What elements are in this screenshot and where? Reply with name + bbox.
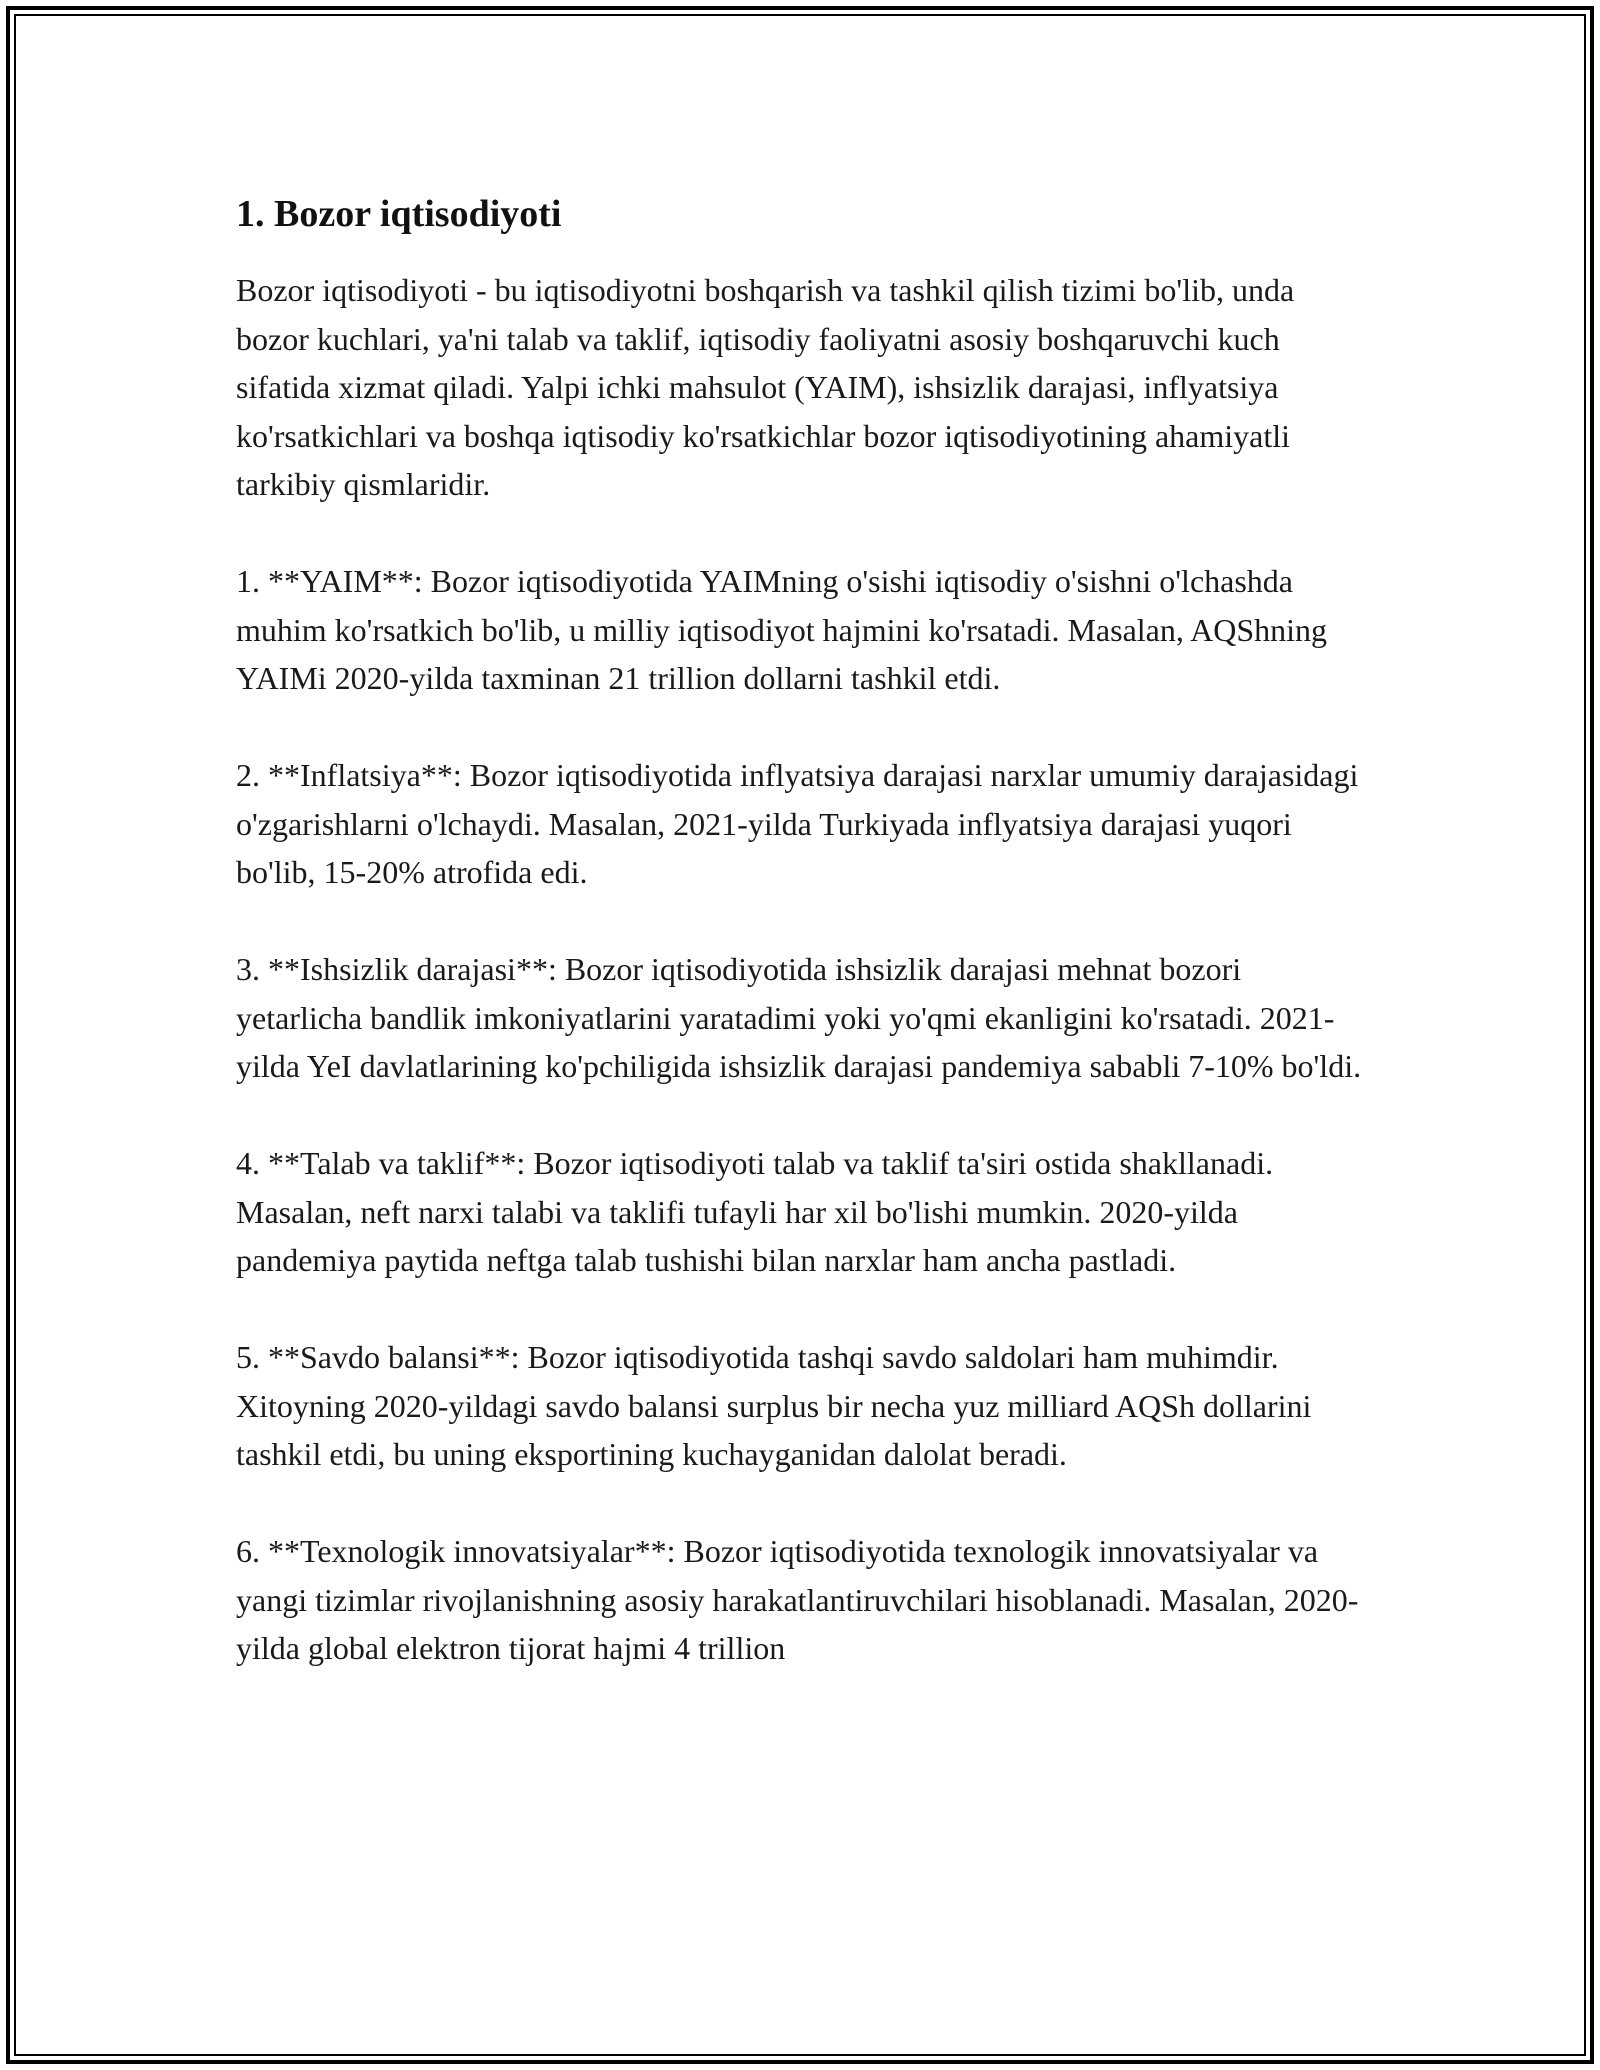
paragraph-savdo-balansi: 5. **Savdo balansi**: Bozor iqtisodiyotida tashqi savdo saldolari ham muhimdir. Xitoyning 2020-yildagi savdo balansi surplus bir necha yuz milliard AQSh dollarini tashkil etdi, bu uning eksportining kuchayganidan dalolat beradi.: [236, 1339, 1312, 1472]
paragraph-ishsizlik: 3. **Ishsizlik darajasi**: Bozor iqtisodiyotida ishsizlik darajasi mehnat bozori yetarlicha bandlik imkoniyatlarini yaratadimi yoki yo'qmi ekanligini ko'rsatadi. 2021-yilda YeI davlatlarining ko'pchiligida ishsizlik darajasi pandemiya sababli 7-10% bo'ldi.: [236, 951, 1362, 1084]
paragraph-yaim: 1. **YAIM**: Bozor iqtisodiyotida YAIMning o'sishi iqtisodiy o'sishni o'lchashda muhim ko'rsatkich bo'lib, u milliy iqtisodiyot hajmini ko'rsatadi. Masalan, AQShning YAIMi 2020-yilda taxminan 21 trillion dollarni tashkil etdi.: [236, 563, 1328, 696]
document-title: 1. Bozor iqtisodiyoti: [236, 193, 562, 235]
document-body: [236, 182, 1366, 1721]
paragraph-texnologik-innovatsiyalar: 6. **Texnologik innovatsiyalar**: Bozor iqtisodiyotida texnologik innovatsiyalar va yangi tizimlar rivojlanishning asosiy harakatlantiruvchilari hisoblanadi. Masalan, 2020-yilda global elektron tijorat hajmi 4 trillion: [236, 1533, 1359, 1666]
paragraph-inflatsiya: 2. **Inflatsiya**: Bozor iqtisodiyotida inflyatsiya darajasi narxlar umumiy darajasidagi o'zgarishlarni o'lchaydi. Masalan, 2021-yilda Turkiyada inflyatsiya darajasi yuqori bo'lib, 15-20% atrofida edi.: [236, 757, 1359, 890]
paragraph-talab-taklif: 4. **Talab va taklif**: Bozor iqtisodiyoti talab va taklif ta'siri ostida shakllanadi. Masalan, neft narxi talabi va taklifi tufayli har xil bo'lishi mumkin. 2020-yilda pandemiya paytida neftga talab tushishi bilan narxlar ham ancha pastladi.: [236, 1145, 1274, 1278]
intro-paragraph: Bozor iqtisodiyoti - bu iqtisodiyotni boshqarish va tashkil qilish tizimi bo'lib, unda bozor kuchlari, ya'ni talab va taklif, iqtisodiy faoliyatni asosiy boshqaruvchi kuch sifatida xizmat qiladi. Yalpi ichki mahsulot (YAIM), ishsizlik darajasi, inflyatsiya ko'rsatkichlari va boshqa iqtisodiy ko'rsatkichlar bozor iqtisodiyotining ahamiyatli tarkibiy qismlaridir.: [236, 272, 1295, 502]
